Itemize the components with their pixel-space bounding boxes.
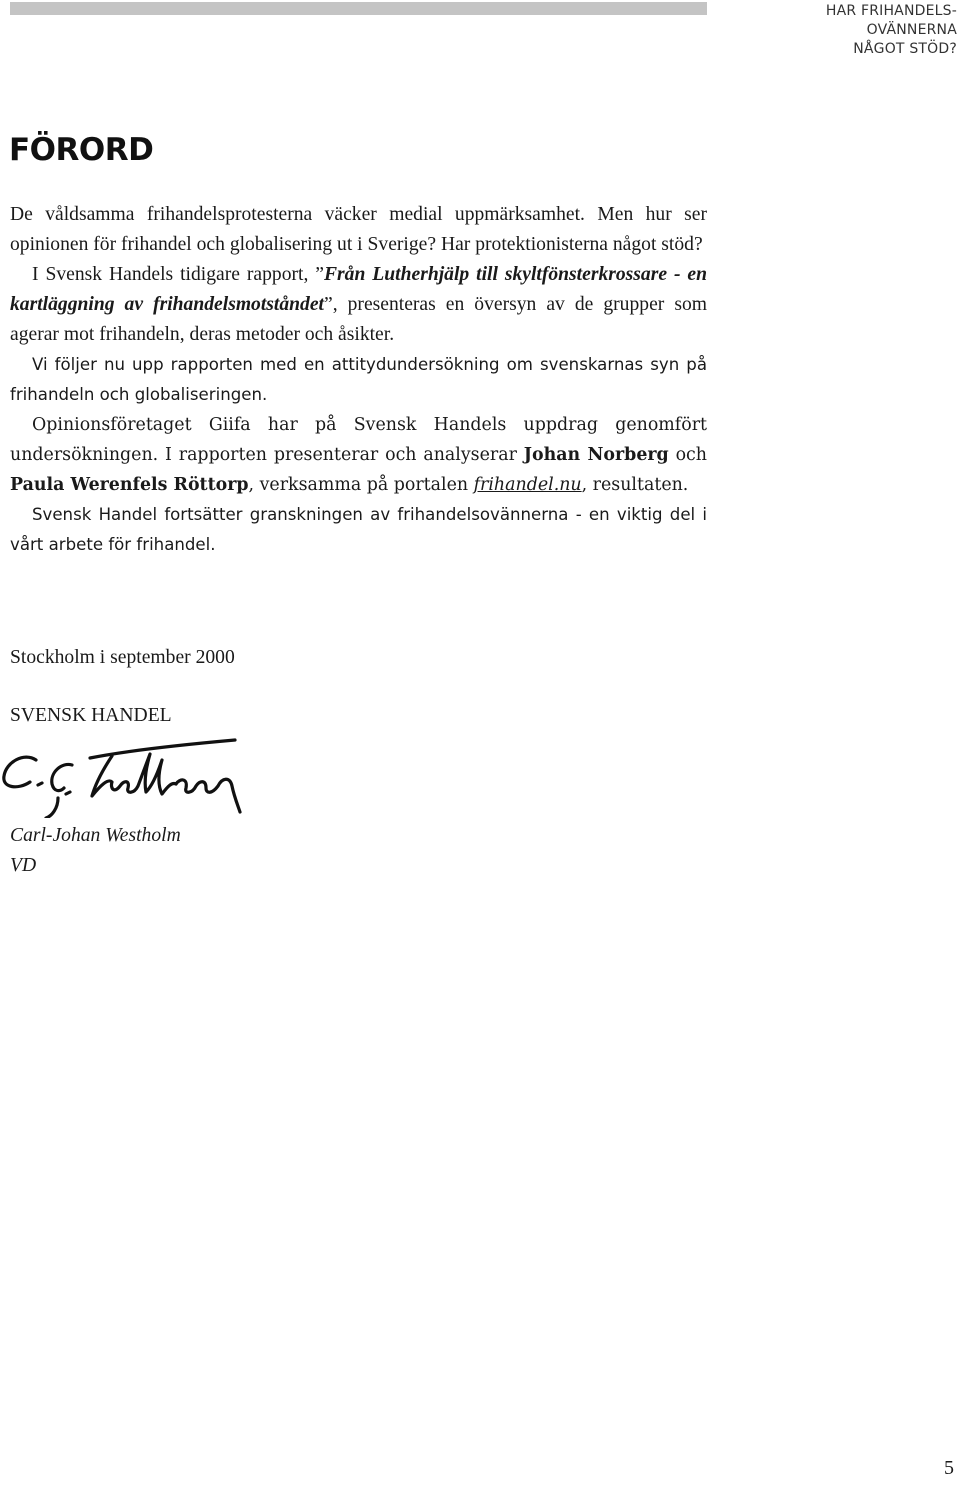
signer-role: VD: [10, 855, 37, 876]
running-title-line-1: HAR FRIHANDELS-: [825, 3, 957, 19]
paragraph-3: Vi följer nu upp rapporten med en attitydundersökning om svenskarnas syn på frihandeln och globaliseringen.: [10, 355, 707, 404]
paragraph-4-mid: , verksamma på portalen: [248, 475, 474, 495]
paragraph-4-and: och: [668, 445, 707, 465]
page-title: FÖRORD: [9, 132, 154, 168]
foreword-body: [10, 200, 707, 560]
paragraph-2-lead: I Svensk Handels tidigare rapport, ”: [32, 264, 324, 285]
paragraph-1: De våldsamma frihandelsprotesterna väcker medial uppmärksamhet. Men hur ser opinionen för frihandel och globalisering ut i Sverige? Har protektionisterna något stöd?: [10, 204, 707, 255]
header-rule: [10, 2, 707, 15]
paragraph-4-end: , resultaten.: [581, 475, 689, 495]
signer-name: Carl-Johan Westholm: [10, 825, 181, 846]
organization-name: SVENSK HANDEL: [10, 705, 172, 726]
running-title: [757, 2, 957, 59]
report-title: Från Lutherhjälp till skyltfönsterkrossare - en kartläggning av frihandelsmotståndet: [10, 264, 707, 315]
paragraph-4: [10, 410, 707, 500]
paragraph-2: [10, 260, 707, 350]
author-johan-norberg: Johan Norberg: [523, 445, 669, 465]
page-number: 5: [944, 1457, 954, 1479]
paragraph-4-lead: Opinionsföretaget Giifa har på Svensk Handels uppdrag genomfört undersökningen. I rapporten presenterar och analyserar: [10, 415, 707, 465]
handwritten-signature-icon: [0, 738, 250, 818]
running-title-line-2: OVÄNNERNA: [866, 22, 957, 38]
author-paula-werenfels-rottorp: Paula Werenfels Röttorp: [10, 475, 249, 495]
paragraph-2-rest: ”, presenteras en översyn av de grupper som agerar mot frihandeln, deras metoder och åsikter.: [10, 294, 707, 345]
place-date: Stockholm i september 2000: [10, 647, 235, 668]
paragraph-5: Svensk Handel fortsätter granskningen av frihandelsovännerna - en viktig del i vårt arbete för frihandel.: [10, 505, 707, 554]
running-title-line-3: NÅGOT STÖD?: [853, 41, 957, 57]
portal-link[interactable]: frihandel.nu: [473, 475, 582, 495]
